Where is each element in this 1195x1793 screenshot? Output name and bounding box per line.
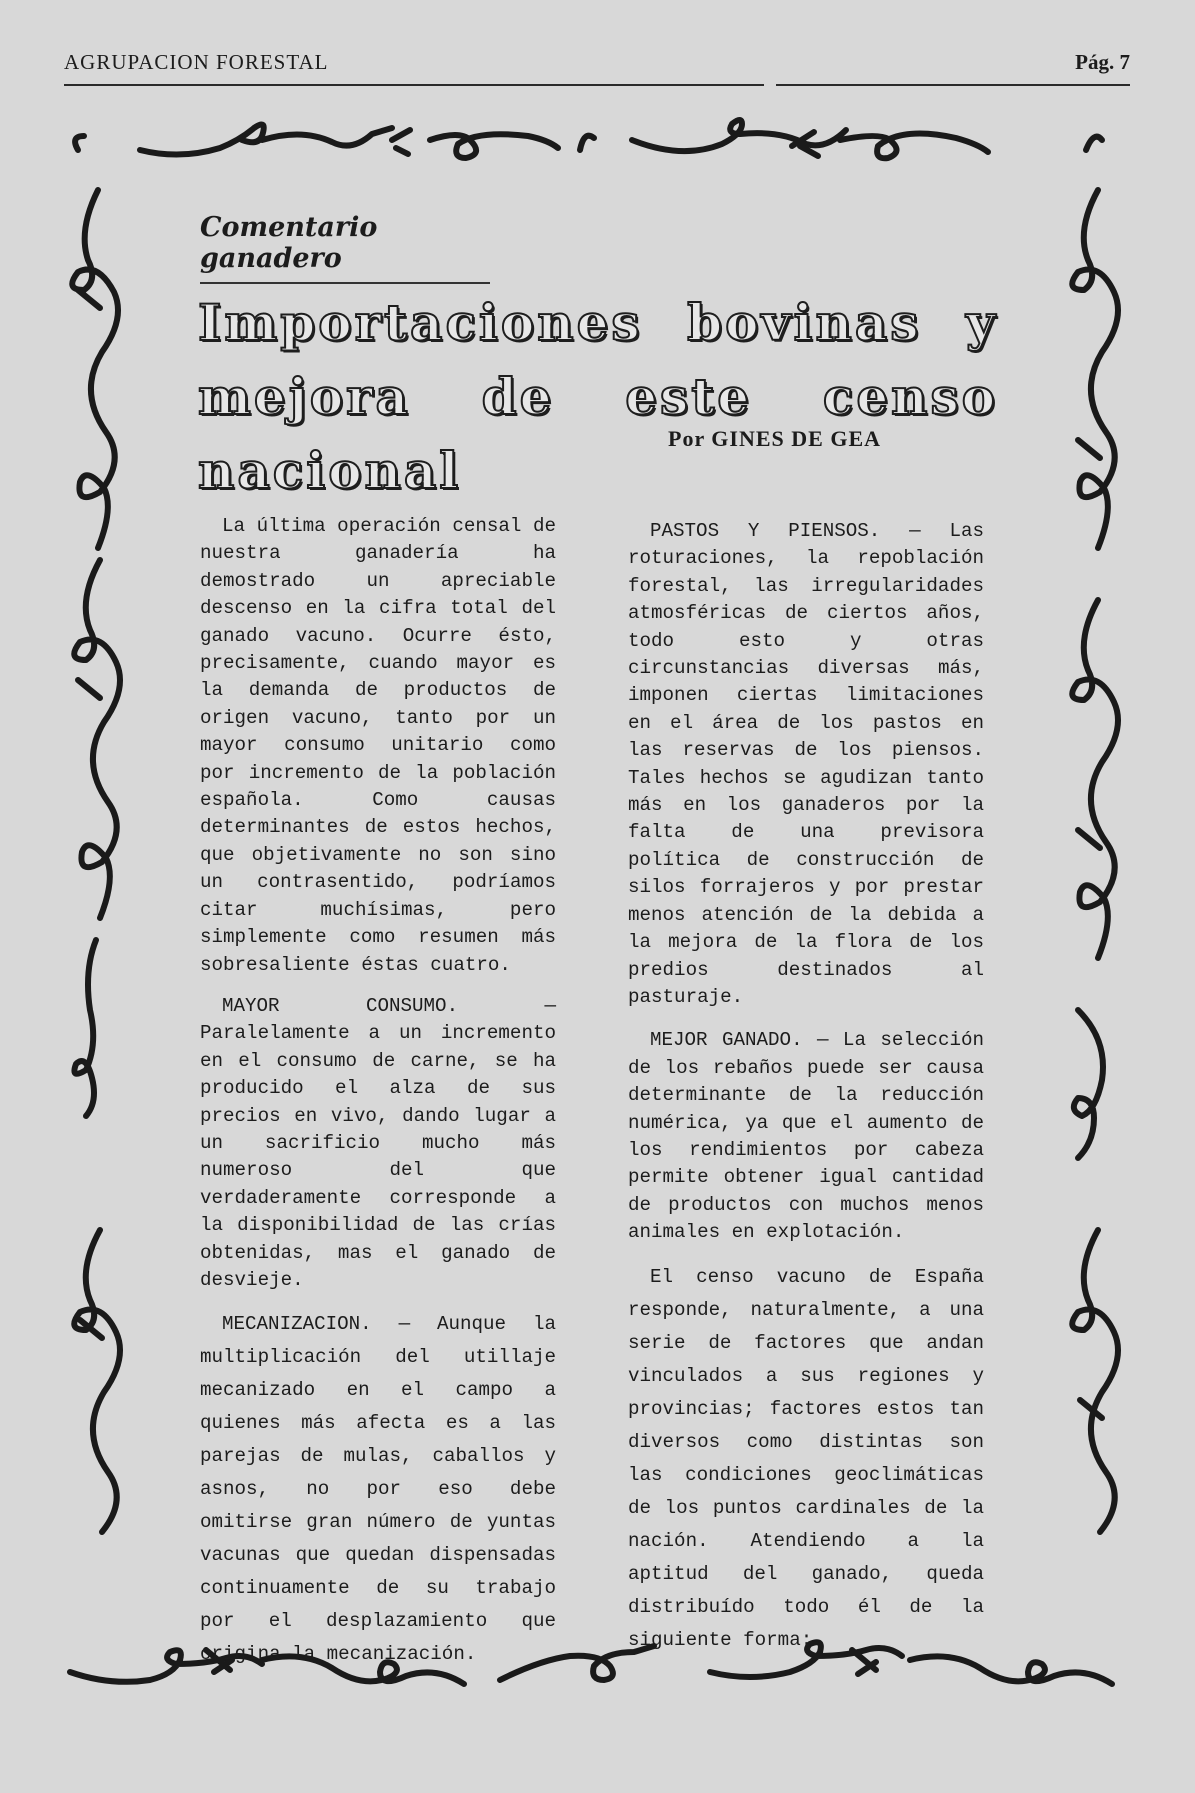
- left-column: [200, 513, 556, 1685]
- top-scroll-right: [580, 120, 1102, 158]
- paragraph-pastos-piensos: PASTOS Y PIENSOS. — Las roturaciones, la repoblación forestal, las irregularidades atmosféricas de ciertos años, todo esto y otras circunstancias diversas más, imponen ciertas limitaciones en el área de los pastos en las reservas de los piensos. Tales hechos se agudizan tanto más en los ganaderos por la falta de una previsora política de construcción de silos forrajeros y por prestar menos atención de la debida a la mejora de la flora de los predios destinados al pasturaje.: [628, 520, 984, 1008]
- paragraph-intro: La última operación censal de nuestra ganadería ha demostrado un apreciable descenso en la cifra total del ganado vacuno. Ocurre ésto, precisamente, cuando mayor es la demanda de productos de origen vacuno, tanto por un mayor consumo unitario como por incremento de la población española. Como causas determinantes de estos hechos, que objetivamente no son sino un contrasentido, podríamos citar muchísimas, pero simplemente como resumen más sobresaliente éstas cuatro.: [200, 515, 556, 976]
- article-headline: Importaciones bovinas y mejora de este censo nacional: [198, 293, 998, 500]
- paragraph-mecanizacion: MECANIZACION. — Aunque la multiplicación del utillaje mecanizado en el campo a quienes más afecta es a las parejas de mulas, caballos y asnos, no por eso debe omitirse gran número de yuntas vacunas que quedan dispensadas continuamente de su trabajo por el desplazamiento que origina la mecanización.: [200, 1313, 556, 1666]
- right-column: [628, 518, 984, 1671]
- left-border-scrolls: [72, 190, 120, 1532]
- top-scroll-left: [75, 124, 558, 158]
- article-byline: Por GINES DE GEA: [668, 426, 882, 451]
- paragraph-censo-vacuno: El censo vacuno de España responde, naturalmente, a una serie de factores que andan vinculados a sus regiones y provincias; factores estos tan diversos como distintas son las condiciones geoclimáticas de los puntos cardinales de la nación. Atendiendo a la aptitud del ganado, queda distribuído todo él de la siguiente forma:: [628, 1265, 984, 1651]
- paragraph-mejor-ganado: MEJOR GANADO. — La selección de los rebaños puede ser causa determinante de la reducción numérica, ya que el aumento de los rendimientos por cabeza permite obtener igual cantidad de productos con muchos menos animales en explotación.: [628, 1029, 984, 1244]
- page-number: Pág. 7: [1075, 50, 1130, 74]
- section-kicker: Comentario ganadero: [200, 212, 490, 284]
- paragraph-mayor-consumo: MAYOR CONSUMO. — Paralelamente a un incremento en el consumo de carne, se ha producido el alza de sus precios en vivo, dando lugar a un sacrificio mucho más numeroso del que verdaderamente corresponde a la disponibilidad de las crías obtenidas, mas el ganado de desvieje.: [200, 994, 556, 1291]
- right-border-scrolls: [1072, 190, 1118, 1532]
- publication-title: AGRUPACION FORESTAL: [64, 50, 329, 74]
